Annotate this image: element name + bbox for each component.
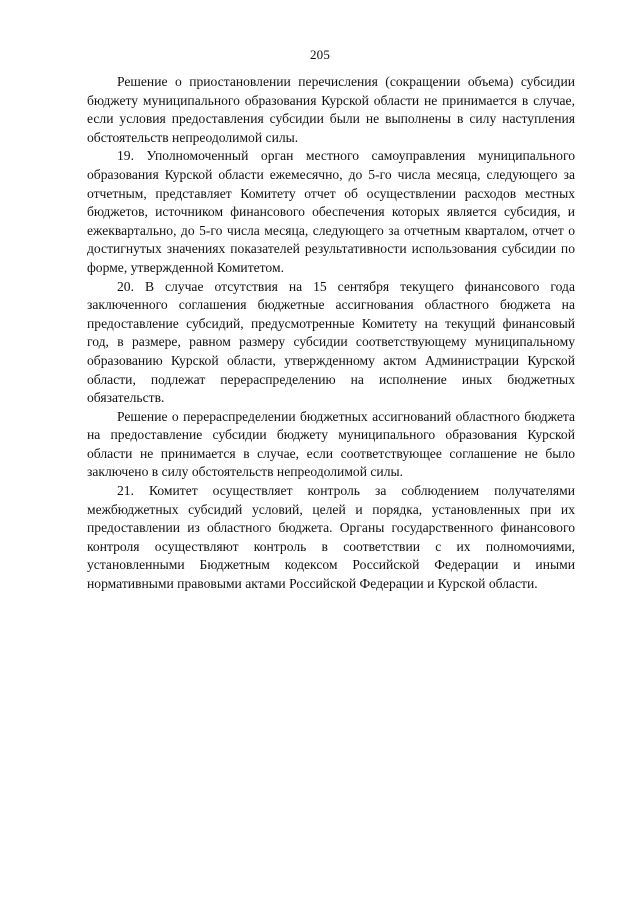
paragraph-suspension-decision: Решение о приостановлении перечисления (сокращении объема) субсидии бюджету муниципального образования Курской области не принимается в случае, если условия предоставления субсидии были не выполнены в силу наступления обстоятельств непреодолимой силы. — [87, 74, 575, 145]
paragraph-reallocation-decision: Решение о перераспределении бюджетных ассигнований областного бюджета на предоставление субсидии бюджету муниципального образования Курской области не принимается в случае, если соответствующее соглашение не было заключено в силу обстоятельств непреодолимой силы. — [87, 408, 575, 480]
paragraph-19-reporting: 19. Уполномоченный орган местного самоуправления муниципального образования Курской области ежемесячно, до 5-го числа месяца, следующего за отчетным, представляет Комитету отчет об осуществлении расходов местных бюджетов, источником финансового обеспечения которых является субсидия, и ежеквартально, до 5-го числа месяца, следующего за отчетным кварталом, отчет о достигнутых значениях показателей результативности использования субсидии по форме, утвержденной Комитетом. — [87, 148, 575, 275]
document-body — [87, 73, 575, 594]
paragraph-20-reallocation: 20. В случае отсутствия на 15 сентября текущего финансового года заключенного соглашения бюджетные ассигнования областного бюджета на предоставление субсидий, предусмотренные Комитету на текущий финансовый год, в размере, равном размеру субсидии соответствующему муниципальному образованию Курской области, утвержденному актом Администрации Курской области, подлежат перераспределению на исполнение иных бюджетных обязательств. — [87, 278, 575, 406]
page-number: 205 — [309, 47, 331, 62]
paragraph-21-control: 21. Комитет осуществляет контроль за соблюдением получателями межбюджетных субсидий условий, целей и порядка, установленных при их предоставлении из областного бюджета. Органы государственного финансового контроля осуществляют контроль в соответствии с их полномочиями, установленными Бюджетным кодексом Российской Федерации и иными нормативными правовыми актами Российской Федерации и Курской области. — [87, 483, 575, 592]
